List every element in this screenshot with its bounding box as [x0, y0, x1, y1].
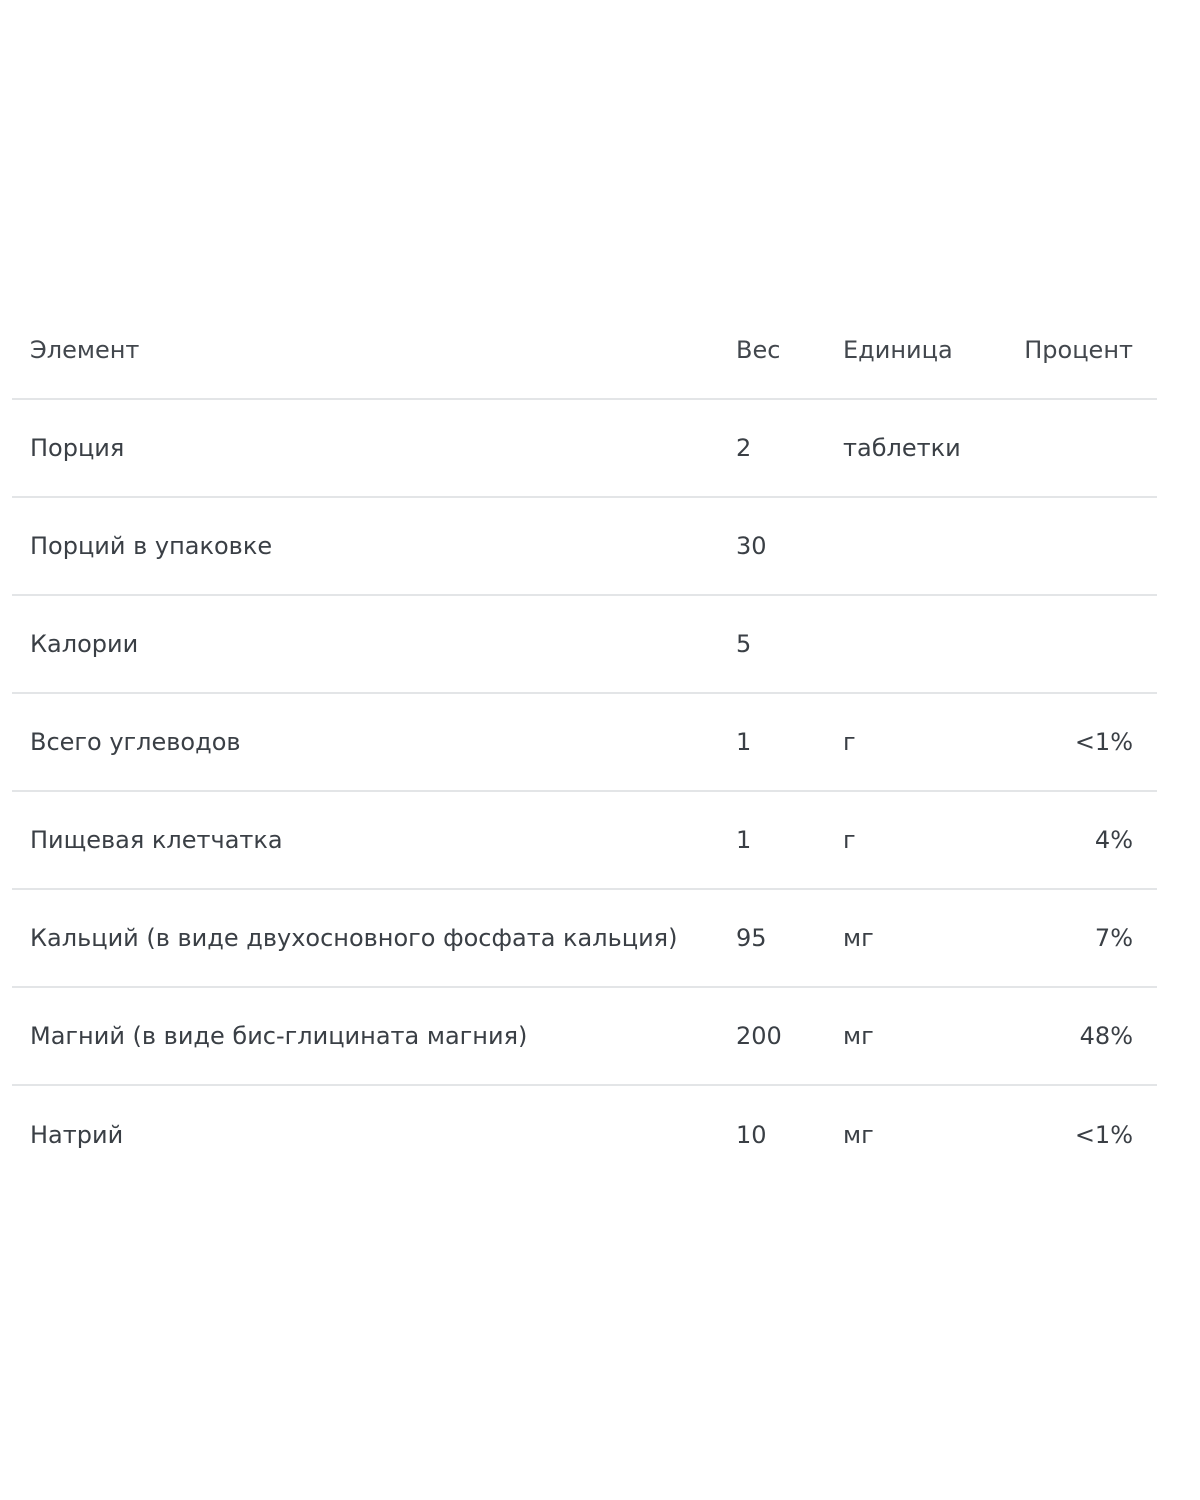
row-unit: г [843, 728, 856, 756]
row-weight: 30 [736, 532, 767, 560]
table-row [12, 792, 1157, 890]
table-row [12, 1086, 1157, 1184]
table-row [12, 988, 1157, 1086]
header-percent: Процент [1024, 336, 1133, 364]
row-percent: 4% [1094, 826, 1133, 854]
row-weight: 1 [736, 826, 752, 854]
row-unit: таблетки [843, 434, 961, 462]
row-name: Калории [30, 630, 139, 658]
row-unit: г [843, 826, 856, 854]
row-percent: 48% [1079, 1022, 1133, 1050]
row-name: Натрий [30, 1121, 124, 1149]
row-weight: 200 [736, 1022, 782, 1050]
row-percent: <1% [1074, 728, 1133, 756]
row-name: Порций в упаковке [30, 532, 273, 560]
row-weight: 1 [736, 728, 752, 756]
header-unit: Единица [843, 336, 953, 364]
row-unit: мг [843, 1121, 874, 1149]
row-name: Пищевая клетчатка [30, 826, 283, 854]
row-name: Всего углеводов [30, 728, 241, 756]
row-percent: 7% [1094, 924, 1133, 952]
row-weight: 5 [736, 630, 752, 658]
table-row [12, 400, 1157, 498]
table-row [12, 694, 1157, 792]
row-weight: 95 [736, 924, 767, 952]
row-percent: <1% [1074, 1121, 1133, 1149]
row-name: Порция [30, 434, 125, 462]
row-weight: 10 [736, 1121, 767, 1149]
header-weight: Вес [736, 336, 781, 364]
table-row [12, 498, 1157, 596]
header-name: Элемент [30, 336, 140, 364]
table-row [12, 596, 1157, 694]
row-weight: 2 [736, 434, 752, 462]
table-row [12, 890, 1157, 988]
row-unit: мг [843, 1022, 874, 1050]
row-name: Магний (в виде бис-глицината магния) [30, 1022, 528, 1050]
row-unit: мг [843, 924, 874, 952]
table-header-row [12, 302, 1157, 400]
nutrition-table [12, 302, 1157, 1184]
row-name: Кальций (в виде двухосновного фосфата кальция) [30, 924, 678, 952]
